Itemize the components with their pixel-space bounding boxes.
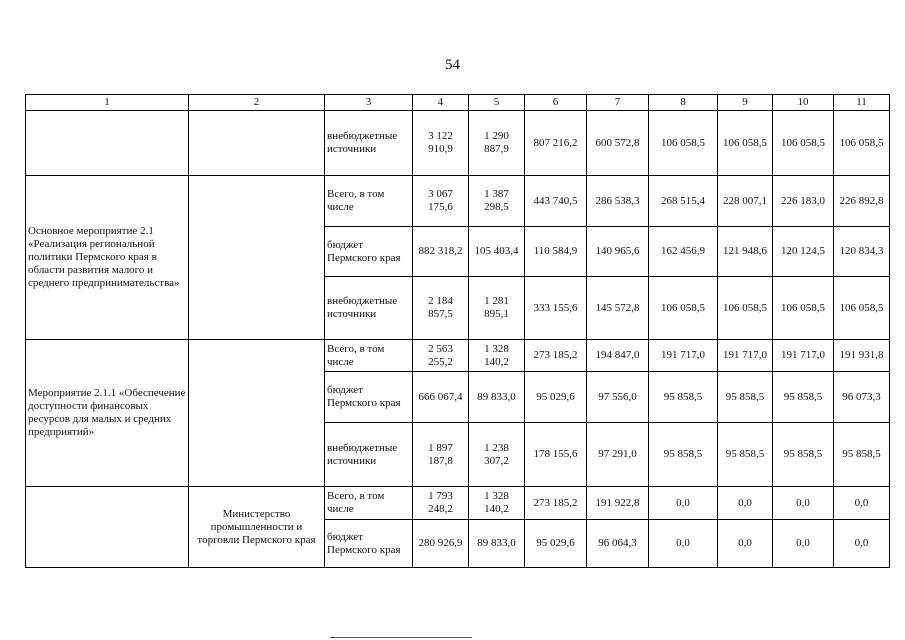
value-cell: 95 858,5 bbox=[773, 372, 834, 423]
value-cell: 106 058,5 bbox=[773, 277, 834, 340]
value-cell: 1 387 298,5 bbox=[469, 176, 525, 227]
value-cell: 105 403,4 bbox=[469, 227, 525, 277]
value-cell: 89 833,0 bbox=[469, 520, 525, 568]
value-cell: 333 155,6 bbox=[525, 277, 587, 340]
value-cell: 0,0 bbox=[649, 520, 718, 568]
value-cell: 0,0 bbox=[773, 520, 834, 568]
value-cell: 106 058,5 bbox=[649, 111, 718, 176]
value-cell: 106 058,5 bbox=[773, 111, 834, 176]
value-cell: 95 858,5 bbox=[718, 372, 773, 423]
value-cell: 226 183,0 bbox=[773, 176, 834, 227]
header-cell: 5 bbox=[469, 95, 525, 111]
value-cell: 106 058,5 bbox=[718, 111, 773, 176]
value-cell: 600 572,8 bbox=[587, 111, 649, 176]
value-cell: 666 067,4 bbox=[413, 372, 469, 423]
header-cell: 9 bbox=[718, 95, 773, 111]
funding-source: Всего, в том числе bbox=[325, 340, 413, 372]
value-cell: 95 858,5 bbox=[718, 423, 773, 487]
value-cell: 191 717,0 bbox=[773, 340, 834, 372]
funding-source: бюджет Пермского края bbox=[325, 227, 413, 277]
value-cell: 273 185,2 bbox=[525, 487, 587, 520]
value-cell: 280 926,9 bbox=[413, 520, 469, 568]
funding-source: бюджет Пермского края bbox=[325, 372, 413, 423]
value-cell: 95 858,5 bbox=[834, 423, 890, 487]
table-row bbox=[26, 340, 890, 372]
header-cell: 10 bbox=[773, 95, 834, 111]
value-cell: 0,0 bbox=[649, 487, 718, 520]
value-cell: 3 122 910,9 bbox=[413, 111, 469, 176]
executor-ministry: Министерство промышленности и торговли Пермского края bbox=[189, 487, 325, 568]
table-cell-empty bbox=[189, 111, 325, 176]
value-cell: 443 740,5 bbox=[525, 176, 587, 227]
value-cell: 1 290 887,9 bbox=[469, 111, 525, 176]
value-cell: 120 834,3 bbox=[834, 227, 890, 277]
value-cell: 191 717,0 bbox=[649, 340, 718, 372]
value-cell: 226 892,8 bbox=[834, 176, 890, 227]
value-cell: 882 318,2 bbox=[413, 227, 469, 277]
header-cell: 8 bbox=[649, 95, 718, 111]
value-cell: 120 124,5 bbox=[773, 227, 834, 277]
value-cell: 0,0 bbox=[718, 520, 773, 568]
value-cell: 286 538,3 bbox=[587, 176, 649, 227]
value-cell: 191 717,0 bbox=[718, 340, 773, 372]
value-cell: 97 556,0 bbox=[587, 372, 649, 423]
funding-source: бюджет Пермского края bbox=[325, 520, 413, 568]
table-row bbox=[26, 111, 890, 176]
value-cell: 3 067 175,6 bbox=[413, 176, 469, 227]
footer-divider bbox=[330, 637, 472, 638]
value-cell: 1 328 140,2 bbox=[469, 340, 525, 372]
header-cell: 11 bbox=[834, 95, 890, 111]
value-cell: 191 931,8 bbox=[834, 340, 890, 372]
header-cell: 1 bbox=[26, 95, 189, 111]
value-cell: 96 064,3 bbox=[587, 520, 649, 568]
value-cell: 89 833,0 bbox=[469, 372, 525, 423]
header-cell: 3 bbox=[325, 95, 413, 111]
value-cell: 106 058,5 bbox=[649, 277, 718, 340]
value-cell: 228 007,1 bbox=[718, 176, 773, 227]
value-cell: 1 793 248,2 bbox=[413, 487, 469, 520]
value-cell: 194 847,0 bbox=[587, 340, 649, 372]
value-cell: 2 184 857,5 bbox=[413, 277, 469, 340]
value-cell: 95 029,6 bbox=[525, 372, 587, 423]
value-cell: 0,0 bbox=[834, 520, 890, 568]
table-cell-empty bbox=[26, 487, 189, 568]
funding-source: внебюджетные источники bbox=[325, 423, 413, 487]
value-cell: 110 584,9 bbox=[525, 227, 587, 277]
value-cell: 268 515,4 bbox=[649, 176, 718, 227]
value-cell: 106 058,5 bbox=[834, 111, 890, 176]
value-cell: 0,0 bbox=[834, 487, 890, 520]
activity-2-1-1: Мероприятие 2.1.1 «Обеспечение доступности финансовых ресурсов для малых и средних предприятий» bbox=[26, 340, 189, 487]
header-cell: 7 bbox=[587, 95, 649, 111]
value-cell: 191 922,8 bbox=[587, 487, 649, 520]
value-cell: 273 185,2 bbox=[525, 340, 587, 372]
table-cell-empty bbox=[26, 111, 189, 176]
value-cell: 95 858,5 bbox=[773, 423, 834, 487]
funding-source: Всего, в том числе bbox=[325, 176, 413, 227]
budget-table bbox=[25, 94, 890, 568]
table-header-row bbox=[26, 95, 890, 111]
funding-source: Всего, в том числе bbox=[325, 487, 413, 520]
value-cell: 1 281 895,1 bbox=[469, 277, 525, 340]
value-cell: 2 563 255,2 bbox=[413, 340, 469, 372]
value-cell: 106 058,5 bbox=[834, 277, 890, 340]
value-cell: 96 073,3 bbox=[834, 372, 890, 423]
table-cell-empty bbox=[189, 340, 325, 487]
value-cell: 106 058,5 bbox=[718, 277, 773, 340]
value-cell: 145 572,8 bbox=[587, 277, 649, 340]
value-cell: 1 328 140,2 bbox=[469, 487, 525, 520]
header-cell: 6 bbox=[525, 95, 587, 111]
value-cell: 95 858,5 bbox=[649, 372, 718, 423]
table-row bbox=[26, 487, 890, 520]
value-cell: 0,0 bbox=[718, 487, 773, 520]
value-cell: 0,0 bbox=[773, 487, 834, 520]
value-cell: 140 965,6 bbox=[587, 227, 649, 277]
table-cell-empty bbox=[189, 176, 325, 340]
main-activity-2-1: Основное мероприятие 2.1 «Реализация региональной политики Пермского края в области развития малого и среднего предпринимательства» bbox=[26, 176, 189, 340]
value-cell: 1 238 307,2 bbox=[469, 423, 525, 487]
value-cell: 95 029,6 bbox=[525, 520, 587, 568]
header-cell: 2 bbox=[189, 95, 325, 111]
header-cell: 4 bbox=[413, 95, 469, 111]
funding-source: внебюджетные источники bbox=[325, 277, 413, 340]
page-number: 54 bbox=[445, 57, 460, 73]
value-cell: 121 948,6 bbox=[718, 227, 773, 277]
value-cell: 807 216,2 bbox=[525, 111, 587, 176]
table-row bbox=[26, 176, 890, 227]
funding-source: внебюджетные источники bbox=[325, 111, 413, 176]
value-cell: 178 155,6 bbox=[525, 423, 587, 487]
value-cell: 1 897 187,8 bbox=[413, 423, 469, 487]
value-cell: 97 291,0 bbox=[587, 423, 649, 487]
value-cell: 162 456,9 bbox=[649, 227, 718, 277]
value-cell: 95 858,5 bbox=[649, 423, 718, 487]
